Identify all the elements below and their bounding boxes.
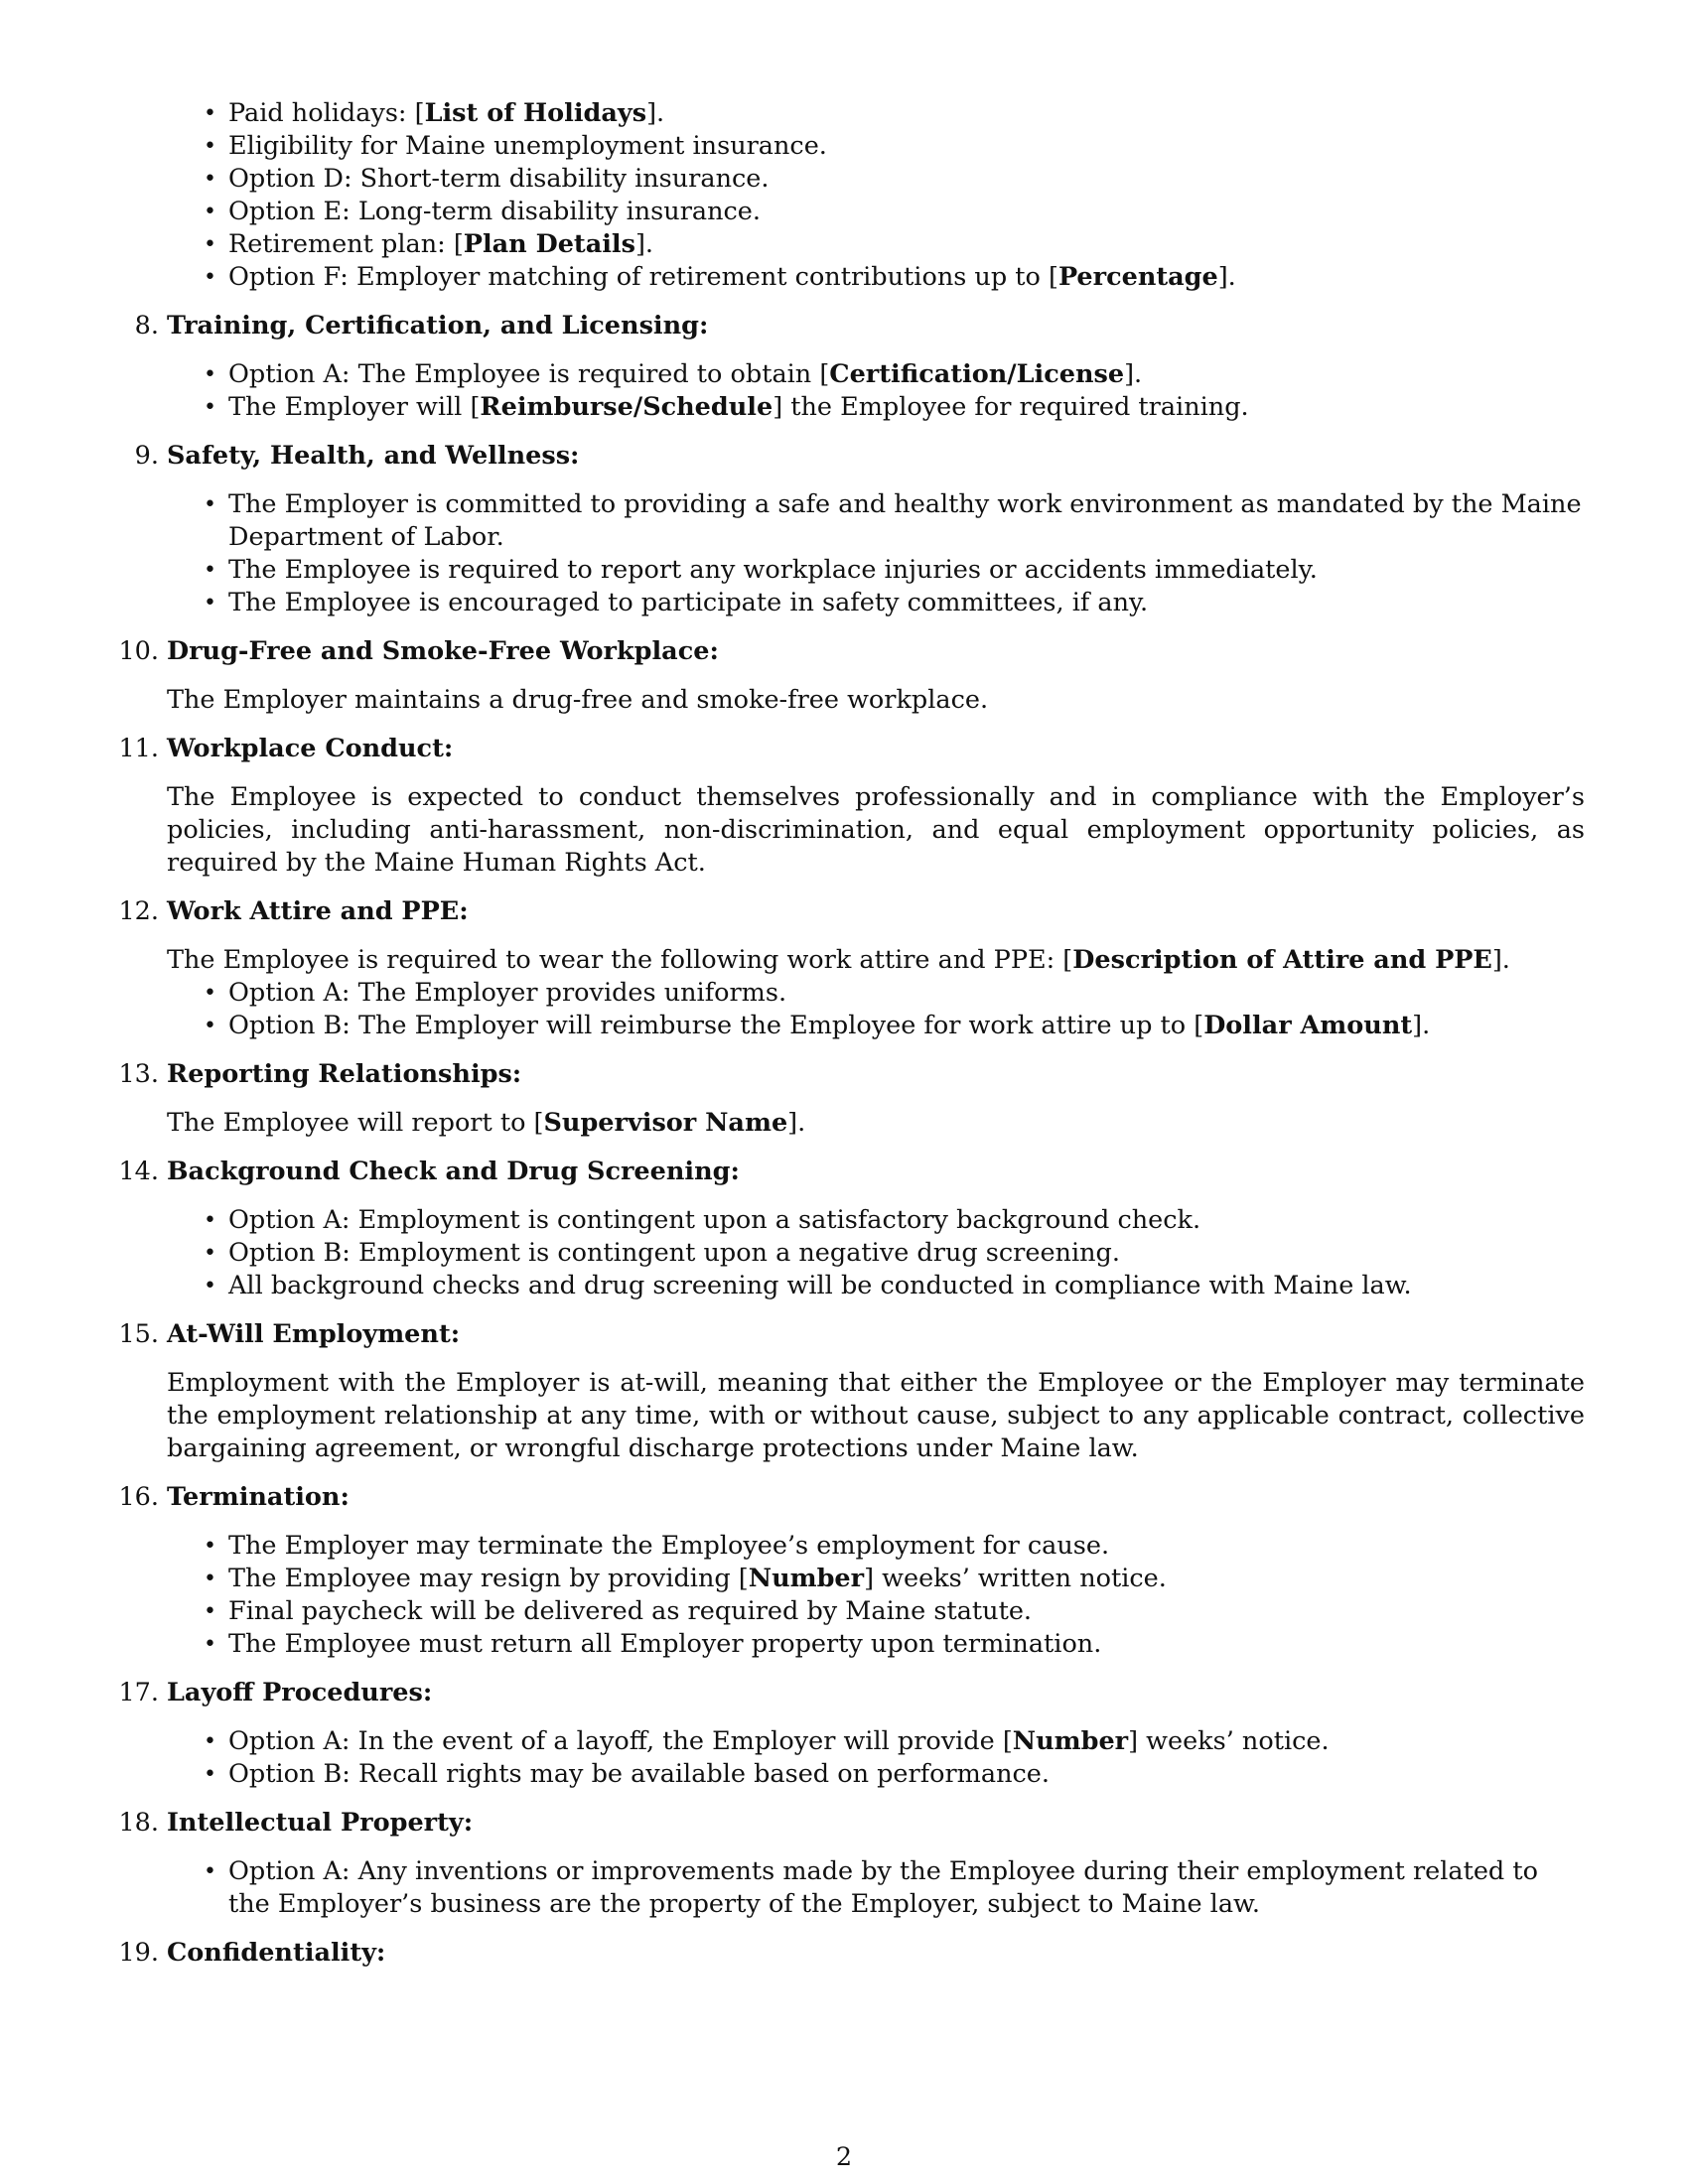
bullet-item <box>228 130 1585 163</box>
bullet-item <box>228 391 1585 424</box>
placeholder-field: Number <box>1012 1726 1129 1756</box>
section-body <box>167 358 1585 424</box>
text-run: Option A: Any inventions or improvements made by the Employee during their employment related to the Employer’s business are the property of the Employer, subject to Maine law. <box>228 1856 1538 1919</box>
text-run: Option D: Short-term disability insurance. <box>228 164 770 194</box>
text-run: ] weeks’ notice. <box>1128 1726 1330 1756</box>
text-run: The Employer may terminate the Employee’s employment for cause. <box>228 1531 1110 1561</box>
section <box>118 1318 1585 1465</box>
text-run: The Employee must return all Employer property upon termination. <box>228 1629 1102 1659</box>
paragraph <box>167 1107 1585 1140</box>
placeholder-field: Plan Details <box>463 229 635 259</box>
bullet-list <box>167 488 1585 619</box>
section-body <box>167 1107 1585 1140</box>
section <box>134 440 1585 619</box>
sections-container <box>118 310 1585 1970</box>
placeholder-field: Description of Attire and PPE <box>1072 945 1492 975</box>
text-run: The Employee is encouraged to participate in safety committees, if any. <box>228 588 1149 617</box>
section-body <box>167 1367 1585 1465</box>
bullet-item <box>228 488 1585 554</box>
section-number: 10. <box>118 636 159 666</box>
section-body <box>167 1530 1585 1661</box>
paragraph <box>167 781 1585 880</box>
section-title: Work Attire and PPE: <box>167 896 469 926</box>
page-number: 2 <box>835 2142 853 2172</box>
section-number: 18. <box>118 1808 159 1838</box>
section-number: 17. <box>118 1678 159 1707</box>
section-number: 11. <box>118 734 159 763</box>
paragraph <box>167 684 1585 717</box>
text-run: ]. <box>1124 359 1143 389</box>
section <box>118 1481 1585 1661</box>
section-number: 8. <box>134 311 159 341</box>
section <box>118 635 1585 717</box>
text-run: Paid holidays: [ <box>228 98 425 128</box>
text-run: ]. <box>634 229 654 259</box>
section <box>134 310 1585 424</box>
text-run: The Employee is expected to conduct themselves professionally and in compliance with the Employer’s policies, including anti-harassment, non-discrimination, and equal employment opportunity policies, as required by the Maine Human Rights Act. <box>167 782 1585 878</box>
bullet-list <box>167 1855 1585 1921</box>
text-run: ]. <box>787 1108 806 1138</box>
section-number: 14. <box>118 1157 159 1186</box>
section-heading <box>118 733 1585 765</box>
section-title: Confidentiality: <box>167 1938 386 1968</box>
section-title: Reporting Relationships: <box>167 1059 522 1089</box>
text-run: ]. <box>1217 262 1236 292</box>
text-run: ]. <box>646 98 665 128</box>
text-run: Employment with the Employer is at-will, meaning that either the Employee or the Employer may terminate the employment relationship at any time, with or without cause, subject to any applicable contract, collective bargaining agreement, or wrongful discharge protections under Maine law. <box>167 1368 1585 1463</box>
section-number: 13. <box>118 1059 159 1089</box>
document-page <box>118 97 1585 1970</box>
placeholder-field: Percentage <box>1057 262 1218 292</box>
section-title: Termination: <box>167 1482 350 1512</box>
text-run: The Employer maintains a drug-free and smoke-free workplace. <box>167 685 989 715</box>
section <box>118 1058 1585 1140</box>
section <box>118 1677 1585 1791</box>
bullet-item <box>228 261 1585 294</box>
bullet-item <box>228 1530 1585 1563</box>
text-run: ] weeks’ written notice. <box>864 1564 1167 1593</box>
section-heading <box>118 1481 1585 1514</box>
bullet-item <box>228 977 1585 1010</box>
section-title: Layoff Procedures: <box>167 1678 433 1707</box>
section-heading <box>118 1156 1585 1188</box>
section-heading <box>118 1318 1585 1351</box>
bullet-item <box>228 1725 1585 1758</box>
bullet-item <box>228 1204 1585 1237</box>
bullet-list <box>167 1725 1585 1791</box>
text-run: Eligibility for Maine unemployment insurance. <box>228 131 827 161</box>
section-body <box>167 488 1585 619</box>
text-run: Option B: The Employer will reimburse the Employee for work attire up to [ <box>228 1011 1204 1040</box>
text-run: The Employer will [ <box>228 392 481 422</box>
section-heading <box>118 1807 1585 1840</box>
section-title: Safety, Health, and Wellness: <box>167 441 580 471</box>
text-run: ]. <box>1491 945 1510 975</box>
section-body <box>167 944 1585 1042</box>
section-heading <box>118 895 1585 928</box>
section-body <box>167 781 1585 880</box>
section-heading <box>118 1937 1585 1970</box>
placeholder-field: Supervisor Name <box>543 1108 788 1138</box>
bullet-item <box>228 97 1585 130</box>
text-run: Final paycheck will be delivered as required by Maine statute. <box>228 1596 1033 1626</box>
bullet-item <box>228 1758 1585 1791</box>
bullet-item <box>228 1595 1585 1628</box>
section <box>118 733 1585 880</box>
section-number: 9. <box>134 441 159 471</box>
section-number: 16. <box>118 1482 159 1512</box>
bullet-item <box>228 1010 1585 1042</box>
bullet-item <box>228 554 1585 587</box>
text-run: Option A: In the event of a layoff, the Employer will provide [ <box>228 1726 1013 1756</box>
placeholder-field: Dollar Amount <box>1203 1011 1413 1040</box>
bullet-list <box>167 1204 1585 1302</box>
placeholder-field: Reimburse/Schedule <box>480 392 774 422</box>
text-run: Option A: The Employer provides uniforms. <box>228 978 787 1008</box>
section-title: Drug-Free and Smoke-Free Workplace: <box>167 636 719 666</box>
section-title: Training, Certification, and Licensing: <box>167 311 709 341</box>
text-run: Option E: Long-term disability insurance. <box>228 197 761 226</box>
section-heading <box>118 1677 1585 1709</box>
bullet-item <box>228 228 1585 261</box>
bullet-item <box>228 163 1585 196</box>
text-run: The Employee will report to [ <box>167 1108 544 1138</box>
section <box>118 1937 1585 1970</box>
bullet-list <box>167 977 1585 1042</box>
section-body <box>167 684 1585 717</box>
placeholder-field: Certification/License <box>829 359 1125 389</box>
text-run: The Employer is committed to providing a safe and healthy work environment as mandated by the Maine Department of Labor. <box>228 489 1582 552</box>
bullet-list <box>167 358 1585 424</box>
text-run: Option B: Employment is contingent upon a negative drug screening. <box>228 1238 1120 1268</box>
placeholder-field: List of Holidays <box>424 98 647 128</box>
section <box>118 1807 1585 1921</box>
section <box>118 895 1585 1042</box>
placeholder-field: Number <box>748 1564 865 1593</box>
paragraph <box>167 944 1585 977</box>
section-title: At-Will Employment: <box>167 1319 461 1349</box>
text-run: The Employee is required to report any workplace injuries or accidents immediately. <box>228 555 1318 585</box>
section-number: 15. <box>118 1319 159 1349</box>
section-title: Background Check and Drug Screening: <box>167 1157 740 1186</box>
text-run: Retirement plan: [ <box>228 229 464 259</box>
bullet-list <box>167 1530 1585 1661</box>
bullet-item <box>228 196 1585 228</box>
bullet-item <box>228 1237 1585 1270</box>
section-heading <box>134 440 1585 473</box>
text-run: ]. <box>1412 1011 1431 1040</box>
text-run: Option F: Employer matching of retirement contributions up to [ <box>228 262 1058 292</box>
section-number: 19. <box>118 1938 159 1968</box>
bullet-item <box>228 1563 1585 1595</box>
section-number: 12. <box>118 896 159 926</box>
benefits-bullet-list <box>167 97 1585 294</box>
section <box>118 1156 1585 1302</box>
text-run: The Employee may resign by providing [ <box>228 1564 749 1593</box>
bullet-item <box>228 358 1585 391</box>
section-heading <box>118 635 1585 668</box>
section-title: Workplace Conduct: <box>167 734 454 763</box>
text-run: The Employee is required to wear the following work attire and PPE: [ <box>167 945 1073 975</box>
section-heading <box>118 1058 1585 1091</box>
section-body <box>167 1855 1585 1921</box>
section-title: Intellectual Property: <box>167 1808 474 1838</box>
text-run: Option B: Recall rights may be available based on performance. <box>228 1759 1050 1789</box>
bullet-item <box>228 1270 1585 1302</box>
section-body <box>167 1204 1585 1302</box>
section-heading <box>134 310 1585 342</box>
bullet-item <box>228 587 1585 619</box>
bullet-item <box>228 1855 1585 1921</box>
text-run: Option A: The Employee is required to obtain [ <box>228 359 830 389</box>
bullet-item <box>228 1628 1585 1661</box>
text-run: ] the Employee for required training. <box>773 392 1249 422</box>
section-body <box>167 1725 1585 1791</box>
text-run: All background checks and drug screening will be conducted in compliance with Maine law. <box>228 1271 1412 1300</box>
text-run: Option A: Employment is contingent upon a satisfactory background check. <box>228 1205 1201 1235</box>
paragraph <box>167 1367 1585 1465</box>
